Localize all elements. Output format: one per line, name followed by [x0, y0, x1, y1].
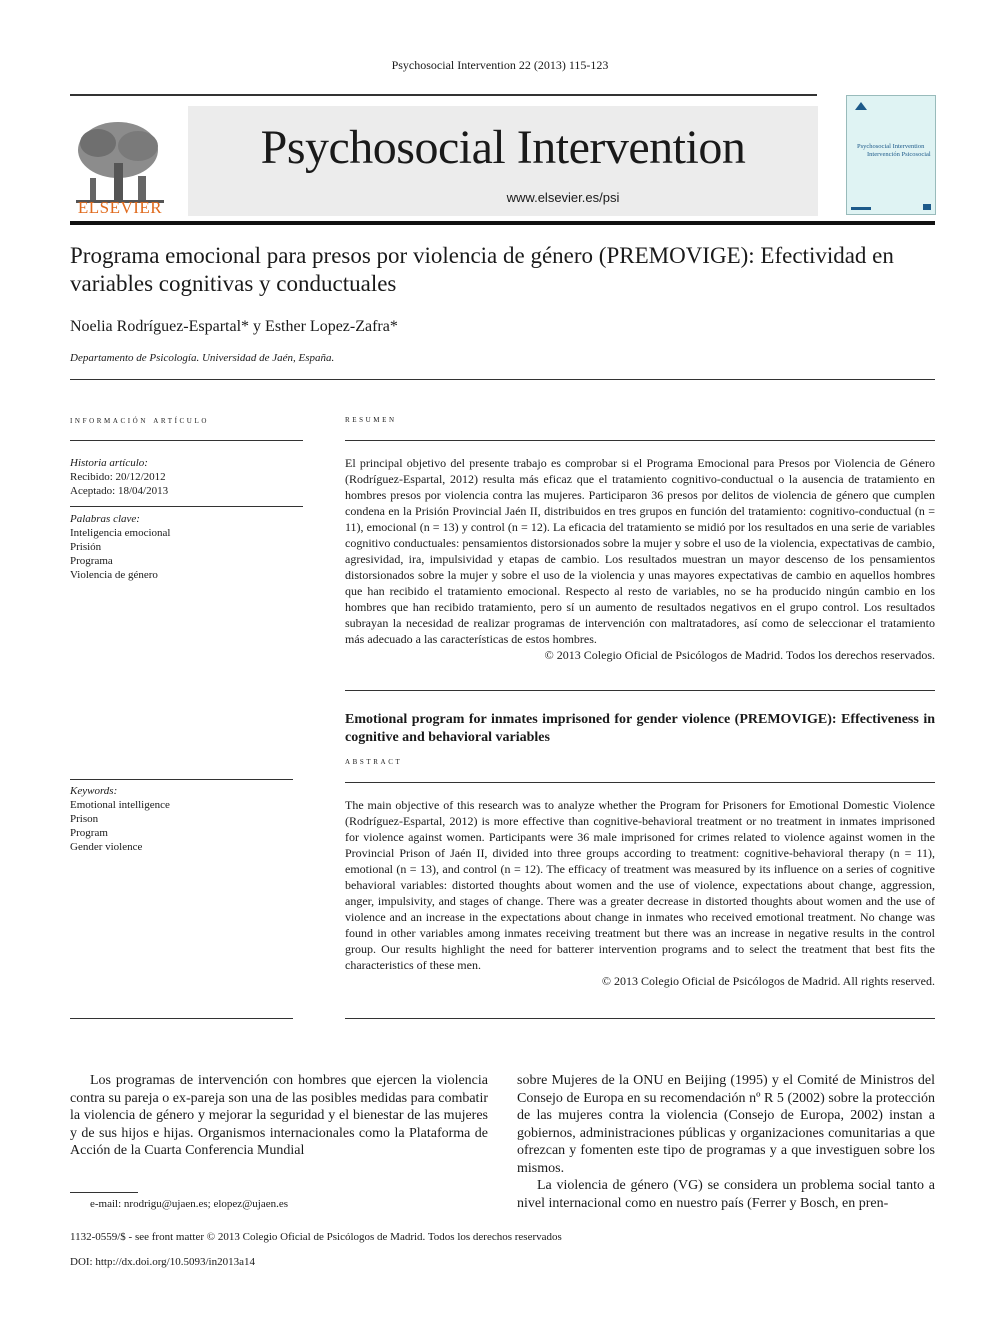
journal-cover-thumbnail: [846, 95, 936, 215]
abstract-text: The main objective of this research was to analyze whether the Program for Prisoners for Emotional Domestic Violence (Rodríguez-Espartal, 2012) is more effective than cognitive-behavioral treatment or no treatment in inmates imprisoned for violence against women. Participants were 36 male imprisoned for crimes related to violence against women in the Provincial Prison of Jaén II, divided into three groups according to treatment: cognitive-behavioral therapy (n = 11), emotional (n = 13), and control (n = 12). The efficacy of treatment was measured by its influence on a series of cognitive behavioral variables: distorted thoughts about women and the use of violence, expectations about change, aggression, anger, impulsivity, and stages of change. There was a greater decrease in distorted thoughts about women and the use of violence and an increase in the expectations about change in inmates who received emotional treatment. No change was found in other variables among inmates receiving treatment but there was an increase in negative results in the control group. Our results highlight the need for batterer intervention programs and to select the treatment that best fits the characteristics of these men.: [345, 798, 935, 972]
body-column-2: [517, 1072, 935, 1212]
footnote-rule: [70, 1192, 138, 1193]
cover-logo-icon: [853, 100, 869, 114]
accepted-date: Aceptado: 18/04/2013: [70, 485, 169, 497]
keyword: Program: [70, 827, 108, 839]
keywords-en: [70, 784, 170, 854]
cover-footer-mark: [851, 207, 871, 210]
resumen-body: [345, 455, 935, 663]
email-footnote[interactable]: e-mail: nrodrigu@ujaen.es; elopez@ujaen.es: [90, 1198, 289, 1210]
keywords-en-label: Keywords:: [70, 785, 118, 797]
divider: [345, 690, 935, 691]
affiliation: Departamento de Psicología. Universidad de Jaén, España.: [70, 352, 335, 364]
divider: [70, 379, 935, 380]
resumen-heading: resumen: [345, 414, 397, 425]
abstract-heading: abstract: [345, 756, 403, 767]
english-title: Emotional program for inmates imprisoned for gender violence (PREMOVIGE): Effectiveness in cognitive and behavioral variables: [345, 712, 935, 745]
abstract-copyright: © 2013 Colegio Oficial de Psicólogos de Madrid. All rights reserved.: [601, 974, 935, 988]
received-date: Recibido: 20/12/2012: [70, 471, 166, 483]
abstract-body: [345, 797, 935, 989]
resumen-copyright: © 2013 Colegio Oficial de Psicólogos de Madrid. Todos los derechos reservados.: [544, 648, 935, 662]
keyword: Programa: [70, 555, 113, 567]
keywords-es: [70, 512, 170, 582]
keyword: Inteligencia emocional: [70, 527, 171, 539]
divider: [70, 1018, 293, 1019]
authors: Noelia Rodríguez-Espartal* y Esther Lopez-Zafra*: [70, 318, 398, 335]
divider: [70, 506, 303, 507]
history-label: Historia artículo:: [70, 457, 148, 469]
divider: [70, 440, 303, 441]
elsevier-wordmark: ELSEVIER: [77, 198, 163, 217]
journal-title: Psychosocial Intervention: [260, 121, 746, 174]
resumen-text: El principal objetivo del presente trabajo es comprobar si el Programa Emocional para Presos por Violencia de Género (Rodríguez-Espartal, 2012) resulta más eficaz que el tratamiento cognitivo-conductual o la ausencia de tratamiento en hombres presos por violencia contra las mujeres. Participaron 36 presos por delitos de violencia de género que cumplen condena en la Prisión Provincial Jaén II, distribuidos en tres grupos en función del tratamiento: cognitivo-conductual (n = 11), emocional (n = 13) y control (n = 12). La eficacia del tratamiento se midió por los resultados en una serie de variables cognitivo conductuales: pensamientos distorsionados sobre la mujer y sobre el uso de la violencia, expectativas de cambio, agresividad, ira, impulsividad y etapas de cambio. Los resultados muestran un mayor descenso de los pensamientos distorsionados sobre la mujer y sobre el uso de la violencia y unas mayores expectativas de cambio en aquellos hombres que han recibido el tratamiento emocional. Respecto al resto de variables, no se ha producido ningún cambio en los hombres que han recibido tratamiento, pero sí un aumento de resultados negativos en el grupo control. Los resultados subrayan la necesidad de realizar programas de intervención con maltratadores, así como de seleccionar el tratamiento más adecuado a las características de estos hombres.: [345, 456, 935, 646]
divider: [70, 779, 293, 780]
keywords-es-label: Palabras clave:: [70, 513, 140, 525]
article-history: [70, 456, 168, 498]
divider: [345, 1018, 935, 1019]
keyword: Prison: [70, 813, 99, 825]
cover-title-en: Psychosocial Intervention: [857, 143, 925, 150]
body-column-1: Los programas de intervención con hombres que ejercen la violencia contra su pareja o ex-pareja son una de las posibles medidas para combatir la violencia de género y mejorar la seguridad y el bienestar de las mujeres y de sus hijos e hijas. Organismos internacionales como la Plataforma de Acción de la Cuarta Conferencia Mundial: [70, 1073, 488, 1158]
keyword: Gender violence: [70, 841, 143, 853]
body-paragraph: La violencia de género (VG) se considera un problema social tanto a nivel internacional como en nuestro país (Ferrer y Bosch, en pren-: [517, 1178, 935, 1211]
body-paragraph: sobre Mujeres de la ONU en Beijing (1995) y el Comité de Ministros del Consejo de Europa en su recomendación nº R 5 (2002) sobre la protección de las mujeres contra la violencia (Consejo de Europa, 2002) instan a gobiernos, administraciones públicas y organizaciones comunitarias a que ofrezcan y fomenten este tipo de programas y a que investiguen sobre los mismos.: [517, 1073, 935, 1176]
header-rule: [70, 94, 817, 96]
header-thick-rule: [70, 221, 935, 225]
doi-link[interactable]: DOI: http://dx.doi.org/10.5093/in2013a14: [70, 1256, 255, 1268]
article-title: Programa emocional para presos por violencia de género (PREMOVIGE): Efectividad en variables cognitivas y conductuales: [70, 243, 894, 296]
divider: [345, 440, 935, 441]
cover-title-es: Intervención Psicosocial: [867, 151, 931, 159]
keyword: Violencia de género: [70, 569, 158, 581]
journal-url[interactable]: www.elsevier.es/psi: [506, 190, 620, 205]
cover-publisher-mark: [923, 204, 931, 210]
divider: [345, 782, 935, 783]
article-info-heading: información artículo: [70, 415, 209, 426]
journal-reference: Psychosocial Intervention 22 (2013) 115-123: [391, 58, 609, 72]
keyword: Emotional intelligence: [70, 799, 170, 811]
keyword: Prisión: [70, 541, 102, 553]
issn-line: 1132-0559/$ - see front matter © 2013 Colegio Oficial de Psicólogos de Madrid. Todos los derechos reservados: [70, 1231, 562, 1243]
